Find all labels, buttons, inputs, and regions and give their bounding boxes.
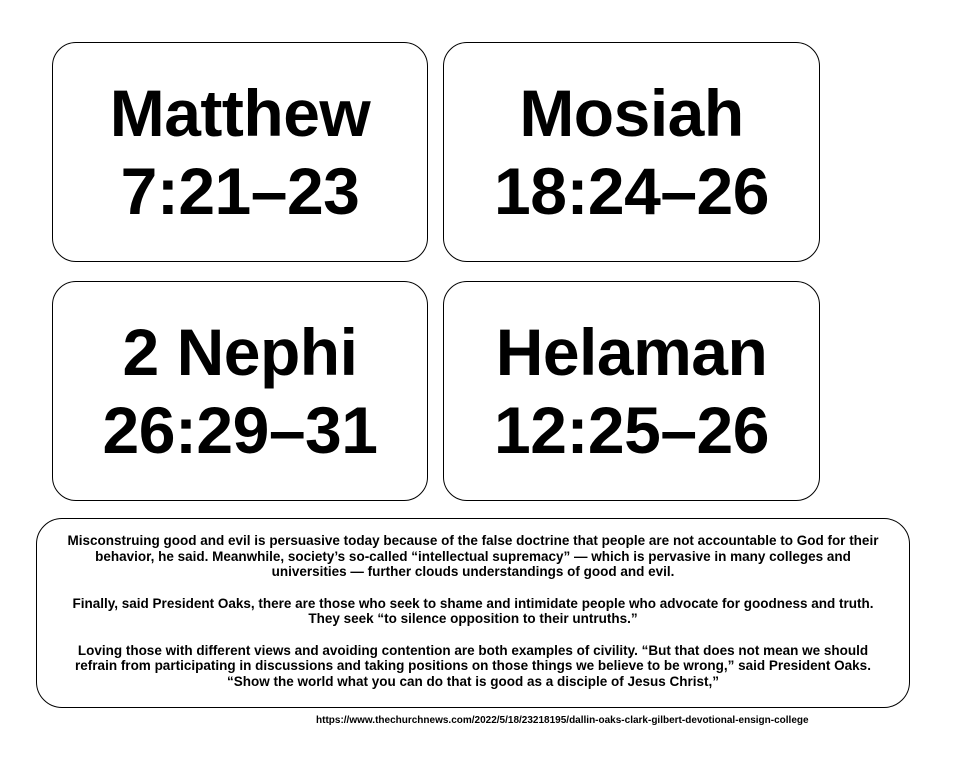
- card-reference: 18:24–26: [494, 154, 769, 228]
- quote-paragraph: Finally, said President Oaks, there are those who seek to shame and intimidate people who advocate for goodness and truth. They seek “to silence opposition to their untruths.”: [72, 595, 874, 626]
- card-book: 2 Nephi: [122, 315, 358, 389]
- card-reference: 12:25–26: [494, 393, 769, 467]
- card-book: Mosiah: [519, 76, 744, 150]
- scripture-card-matthew: [52, 42, 428, 262]
- scripture-card-mosiah: [443, 42, 820, 262]
- quote-paragraph: Misconstruing good and evil is persuasive today because of the false doctrine that people are not accountable to God for their behavior, he said. Meanwhile, society’s so-called “intellectual supremacy” — which is pervasive in many colleges and universities — further clouds understandings of good and evil.: [67, 533, 879, 579]
- card-reference: 26:29–31: [102, 393, 378, 467]
- quote-box: [36, 518, 910, 708]
- scripture-card-2-nephi: [52, 281, 428, 501]
- card-book: Helaman: [495, 315, 768, 389]
- card-reference: 7:21–23: [120, 154, 360, 228]
- quote-paragraph: Loving those with different views and avoiding contention are both examples of civility. “But that does not mean we should refrain from participating in discussions and taking positions on those things we believe to be wrong,” said President Oaks. “Show the world what you can do that is good as a disciple of Jesus Christ,”: [75, 642, 871, 689]
- scripture-card-helaman: [443, 281, 820, 501]
- source-url: https://www.thechurchnews.com/2022/5/18/23218195/dallin-oaks-clark-gilbert-devotional-ensign-college: [316, 715, 809, 726]
- card-book: Matthew: [109, 76, 371, 150]
